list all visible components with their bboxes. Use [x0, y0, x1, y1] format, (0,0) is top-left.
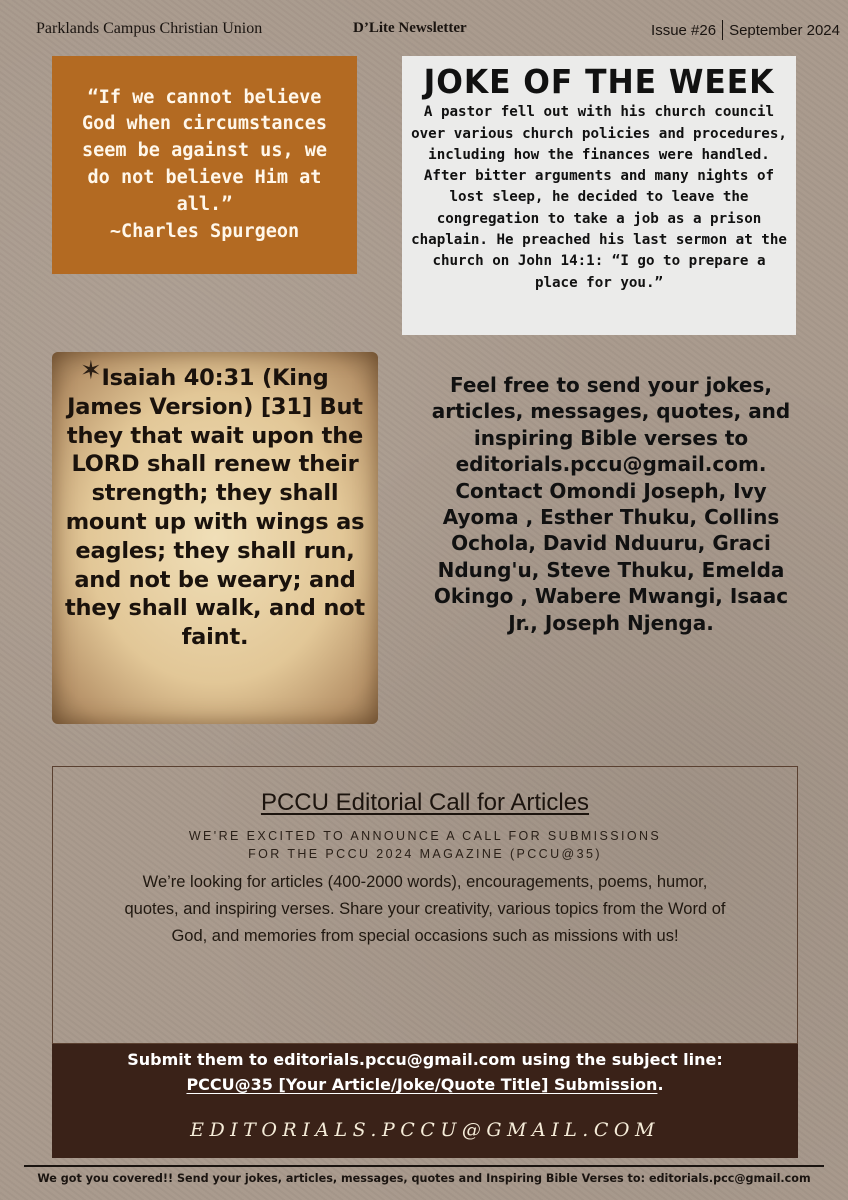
subject-line-format: PCCU@35 [Your Article/Joke/Quote Title] Submission — [186, 1075, 658, 1095]
issue-number: Issue #26 — [651, 21, 717, 39]
quote-line: do not believe Him at — [87, 167, 322, 188]
joke-body: A pastor fell out with his church council over various church policies and procedures, including how the finances were handled. After bitter arguments and many nights of lost sleep, he decided to leave the congregation to take a job as a prison chaplain. He preached his last sermon at the church on John 14:1: “I go to prepare a place for you.” — [411, 104, 787, 291]
verse-scroll — [52, 352, 378, 724]
footer-divider — [24, 1165, 824, 1167]
issue-info — [651, 20, 840, 40]
subject-line — [52, 1073, 798, 1097]
submission-band — [52, 1044, 798, 1158]
quote-line: all.” — [176, 193, 233, 215]
issue-divider — [722, 20, 723, 40]
contact-note: Feel free to send your jokes, articles, messages, quotes, and inspiring Bible verses to editorials.pccu@gmail.com. Contact Omondi Joseph, Ivy Ayoma , Esther Thuku, Collins Ochola, David Nduuru, Graci Ndung'u, Steve Thuku, Emelda Okingo , Wabere Mwangi, Isaac Jr., Joseph Njenga. — [431, 373, 791, 635]
footer-text: We got you covered!! Send your jokes, articles, messages, quotes and Inspiring Bible Verses to: editorials.pcc@gmail.com — [37, 1172, 811, 1185]
verse-text: Isaiah 40:31 (King James Version) [31] But they that wait upon the LORD shall renew their strength; they shall mount up with wings as eagles; they shall run, and not be weary; and they shall walk, and not faint. — [65, 365, 365, 651]
joke-title: JOKE OF THE WEEK — [423, 62, 775, 101]
quote-author: ~Charles Spurgeon — [109, 220, 300, 242]
quote-line: “If we cannot believe — [87, 86, 322, 108]
subject-line-period: . — [657, 1075, 664, 1095]
newsletter-name: D’Lite Newsletter — [353, 20, 467, 36]
issue-date: September 2024 — [729, 21, 840, 39]
email-banner: EDITORIALS.PCCU@GMAIL.COM — [190, 1119, 660, 1142]
quote-line: God when circumstances — [81, 113, 328, 135]
quote-card — [52, 56, 357, 274]
sparkle-icon: ✶ — [80, 356, 102, 386]
announcement-line: FOR THE PCCU 2024 MAGAZINE (PCCU@35) — [248, 847, 602, 862]
joke-card — [402, 56, 796, 335]
org-name: Parklands Campus Christian Union — [36, 20, 263, 37]
quote-line: seem be against us, we — [81, 140, 328, 162]
announcement-line: WE'RE EXCITED TO ANNOUNCE A CALL FOR SUBMISSIONS — [188, 829, 662, 843]
editorial-title: PCCU Editorial Call for Articles — [260, 789, 590, 816]
editorial-announcement — [53, 827, 797, 863]
editorial-body: We’re looking for articles (400-2000 words), encouragements, poems, humor, quotes, and inspiring verses. Share your creativity, various topics from the Word of God, and memories from special occasions such as missions with us! — [124, 873, 726, 946]
editorial-call-box — [52, 766, 798, 1044]
submission-instructions: Submit them to editorials.pccu@gmail.com using the subject line: — [127, 1050, 723, 1069]
